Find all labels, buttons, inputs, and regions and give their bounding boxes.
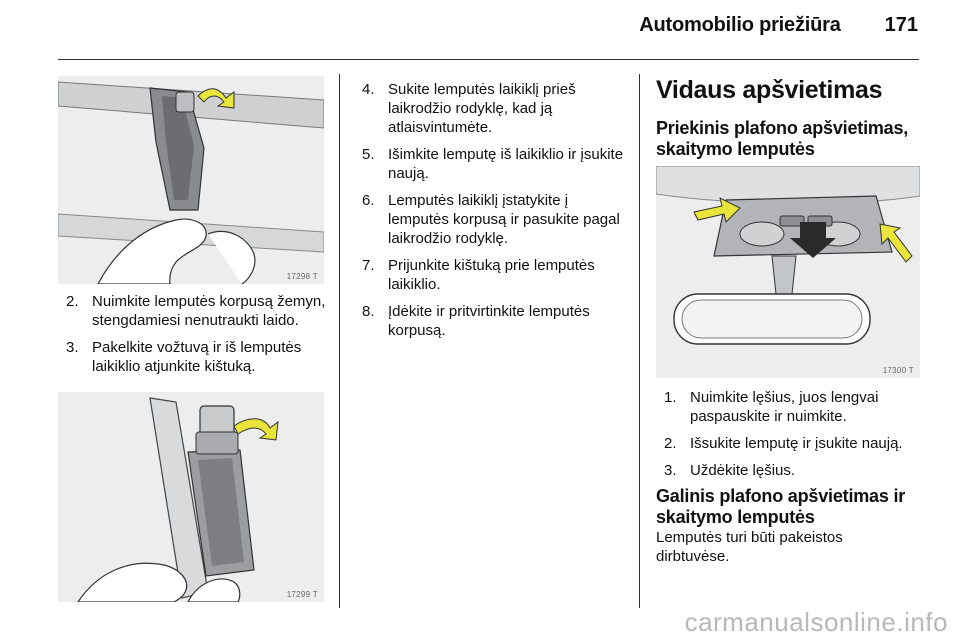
- subsection-heading-rear: Galinis plafono apšvietimas ir skaitymo lemputės: [656, 486, 906, 527]
- list-item: [664, 461, 926, 480]
- lamp-housing-illustration: [58, 76, 324, 284]
- list-item: [362, 145, 624, 183]
- list-item: [664, 434, 926, 453]
- watermark: carmanualsonline.info: [684, 607, 948, 637]
- step-text: Nuimkite lemputės korpusą žemyn, stengdamiesi nenutraukti laido.: [92, 293, 326, 329]
- step-number: 2.: [66, 293, 79, 310]
- figure-code: 17298 T: [286, 272, 318, 281]
- step-text: Uždėkite lęšius.: [690, 462, 796, 479]
- step-text: Prijunkite kištuką prie lemputės laikiklio.: [388, 257, 595, 293]
- list-item: [362, 191, 624, 248]
- step-text: Įdėkite ir pritvirtinkite lemputės korpusą.: [388, 303, 590, 339]
- step-number: 6.: [362, 192, 375, 209]
- page-title: Automobilio priežiūra: [639, 14, 841, 36]
- figure-code: 17300 T: [882, 366, 914, 375]
- step-number: 3.: [66, 339, 79, 356]
- step-text: Pakelkite vožtuvą ir iš lemputės laikiklio atjunkite kištuką.: [92, 339, 302, 375]
- step-text: Išsukite lemputę ir įsukite naują.: [690, 435, 903, 452]
- interior-light-illustration: [656, 166, 920, 378]
- subsection-heading-front: Priekinis plafono apšvietimas, skaitymo lemputės: [656, 118, 909, 159]
- step-number: 5.: [362, 146, 375, 163]
- step-text: Lemputės laikiklį įstatykite į lemputės korpusą ir pasukite pagal laikrodžio rodyklę.: [388, 192, 620, 247]
- figure-code: 17299 T: [286, 590, 318, 599]
- rear-light-paragraph: Lemputės turi būti pakeistos dirbtuvėse.: [656, 529, 843, 565]
- step-number: 3.: [664, 462, 677, 479]
- steps-list-col2: [362, 80, 624, 348]
- step-number: 4.: [362, 81, 375, 98]
- step-number: 1.: [664, 389, 677, 406]
- list-item: [66, 338, 334, 376]
- step-text: Nuimkite lęšius, juos lengvai paspauskite ir nuimkite.: [690, 389, 879, 425]
- steps-list-col3: [664, 388, 926, 488]
- page-header: [639, 14, 918, 48]
- section-heading: Vidaus apšvietimas: [656, 76, 883, 104]
- list-item: [664, 388, 926, 426]
- list-item: [66, 292, 334, 330]
- step-text: Sukite lemputės laikiklį prieš laikrodžio rodyklę, kad ją atlaisvintumėte.: [388, 81, 576, 136]
- steps-list-col1: [66, 292, 334, 384]
- list-item: [362, 302, 624, 340]
- step-text: Išimkite lemputę iš laikiklio ir įsukite naują.: [388, 146, 624, 182]
- column-divider-1: [339, 74, 340, 608]
- page-number: 171: [884, 14, 918, 36]
- connector-illustration: [58, 392, 324, 602]
- figure-connector-unplug: [58, 392, 324, 602]
- step-number: 8.: [362, 303, 375, 320]
- step-number: 7.: [362, 257, 375, 274]
- list-item: [362, 256, 624, 294]
- list-item: [362, 80, 624, 137]
- figure-interior-light: [656, 166, 920, 378]
- header-rule: [58, 59, 919, 60]
- step-number: 2.: [664, 435, 677, 452]
- figure-lamp-housing-removal: [58, 76, 324, 284]
- column-divider-2: [639, 74, 640, 608]
